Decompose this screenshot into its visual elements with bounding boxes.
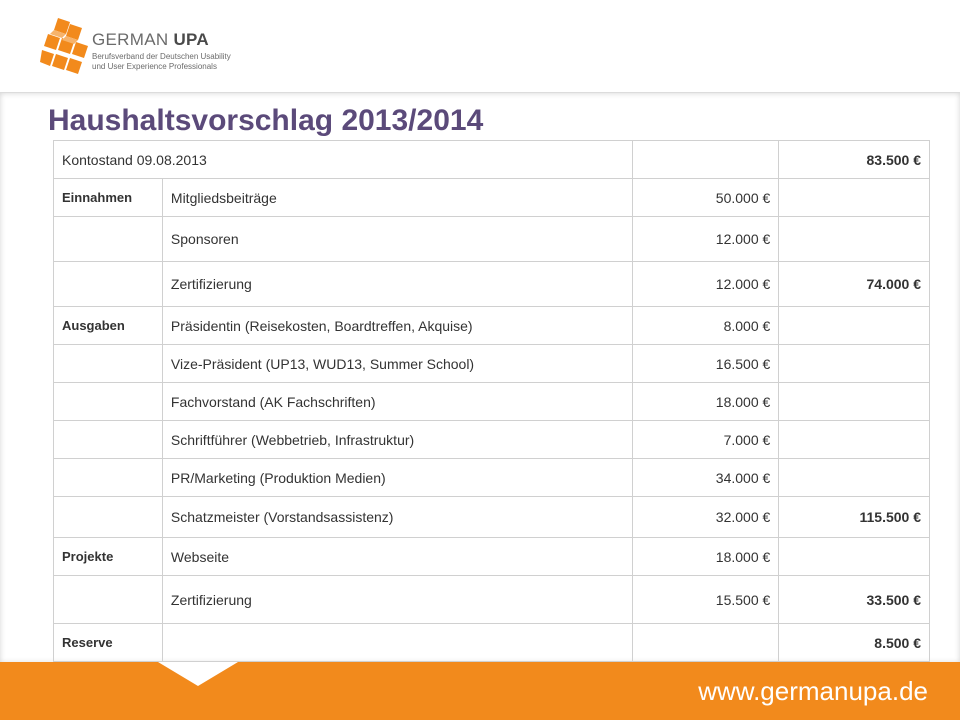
cell-amount: 7.000 € xyxy=(632,421,779,459)
table-row xyxy=(54,383,930,421)
budget-table-body xyxy=(54,141,930,662)
cell-amount: 15.500 € xyxy=(632,576,779,624)
cell-item: Zertifizierung xyxy=(162,262,632,307)
cell-total xyxy=(779,383,930,421)
cell-item: Zertifizierung xyxy=(162,576,632,624)
cell-category: Reserve xyxy=(54,624,163,662)
logo-name xyxy=(92,30,209,50)
cell-category xyxy=(54,421,163,459)
logo-subtitle-line1: Berufsverband der Deutschen Usability xyxy=(92,52,231,61)
logo-cubes-icon xyxy=(40,16,90,74)
cell-category xyxy=(54,497,163,538)
cell-item: Mitgliedsbeiträge xyxy=(162,179,632,217)
cell-category xyxy=(54,262,163,307)
page-title: Haushaltsvorschlag 2013/2014 xyxy=(48,104,484,137)
table-row xyxy=(54,217,930,262)
german-upa-logo[interactable] xyxy=(40,16,300,76)
cell-total xyxy=(779,217,930,262)
cell-category xyxy=(54,576,163,624)
table-row xyxy=(54,141,930,179)
header xyxy=(0,0,960,92)
budget-table xyxy=(53,140,930,662)
cell-total xyxy=(779,345,930,383)
table-row xyxy=(54,497,930,538)
cell-category xyxy=(54,217,163,262)
cell-amount: 50.000 € xyxy=(632,179,779,217)
table-row xyxy=(54,262,930,307)
cell-amount: 8.000 € xyxy=(632,307,779,345)
table-row xyxy=(54,421,930,459)
table-row xyxy=(54,576,930,624)
cell-item: Webseite xyxy=(162,538,632,576)
table-row xyxy=(54,345,930,383)
cell-total xyxy=(779,179,930,217)
cell-amount: 18.000 € xyxy=(632,383,779,421)
cell-total xyxy=(779,538,930,576)
cell-amount: 18.000 € xyxy=(632,538,779,576)
cell-category xyxy=(54,383,163,421)
logo-name-part1: GERMAN xyxy=(92,30,174,49)
cell-total: 33.500 € xyxy=(779,576,930,624)
cell-item: Sponsoren xyxy=(162,217,632,262)
cell-item: Schriftführer (Webbetrieb, Infrastruktur) xyxy=(162,421,632,459)
footer-url-link[interactable]: www.germanupa.de xyxy=(698,676,928,706)
cell-total: 115.500 € xyxy=(779,497,930,538)
cell-total: 83.500 € xyxy=(779,141,930,179)
cell-category: Ausgaben xyxy=(54,307,163,345)
cell-amount: 16.500 € xyxy=(632,345,779,383)
cell-total xyxy=(779,307,930,345)
cell-category: Einnahmen xyxy=(54,179,163,217)
cell-category xyxy=(54,345,163,383)
cell-category: Projekte xyxy=(54,538,163,576)
cell-total xyxy=(779,459,930,497)
table-row xyxy=(54,459,930,497)
cell-amount: 34.000 € xyxy=(632,459,779,497)
table-row xyxy=(54,624,930,662)
logo-subtitle xyxy=(92,52,292,72)
table-row xyxy=(54,307,930,345)
cell-total xyxy=(779,421,930,459)
table-row xyxy=(54,538,930,576)
cell-amount xyxy=(632,141,779,179)
cell-item xyxy=(162,624,632,662)
cell-amount: 12.000 € xyxy=(632,217,779,262)
footer-notch xyxy=(158,662,238,686)
cell-total: 8.500 € xyxy=(779,624,930,662)
cell-item: Fachvorstand (AK Fachschriften) xyxy=(162,383,632,421)
cell-item: Präsidentin (Reisekosten, Boardtreffen, Akquise) xyxy=(162,307,632,345)
cell-item: PR/Marketing (Produktion Medien) xyxy=(162,459,632,497)
cell-amount: 12.000 € xyxy=(632,262,779,307)
cell-category xyxy=(54,459,163,497)
table-row xyxy=(54,179,930,217)
logo-name-part2: UPA xyxy=(173,30,209,49)
cell-item: Schatzmeister (Vorstandsassistenz) xyxy=(162,497,632,538)
cell-item: Vize-Präsident (UP13, WUD13, Summer School) xyxy=(162,345,632,383)
cell-category: Kontostand 09.08.2013 xyxy=(54,141,633,179)
cell-total: 74.000 € xyxy=(779,262,930,307)
cell-amount xyxy=(632,624,779,662)
cell-amount: 32.000 € xyxy=(632,497,779,538)
logo-subtitle-line2: und User Experience Professionals xyxy=(92,62,217,71)
